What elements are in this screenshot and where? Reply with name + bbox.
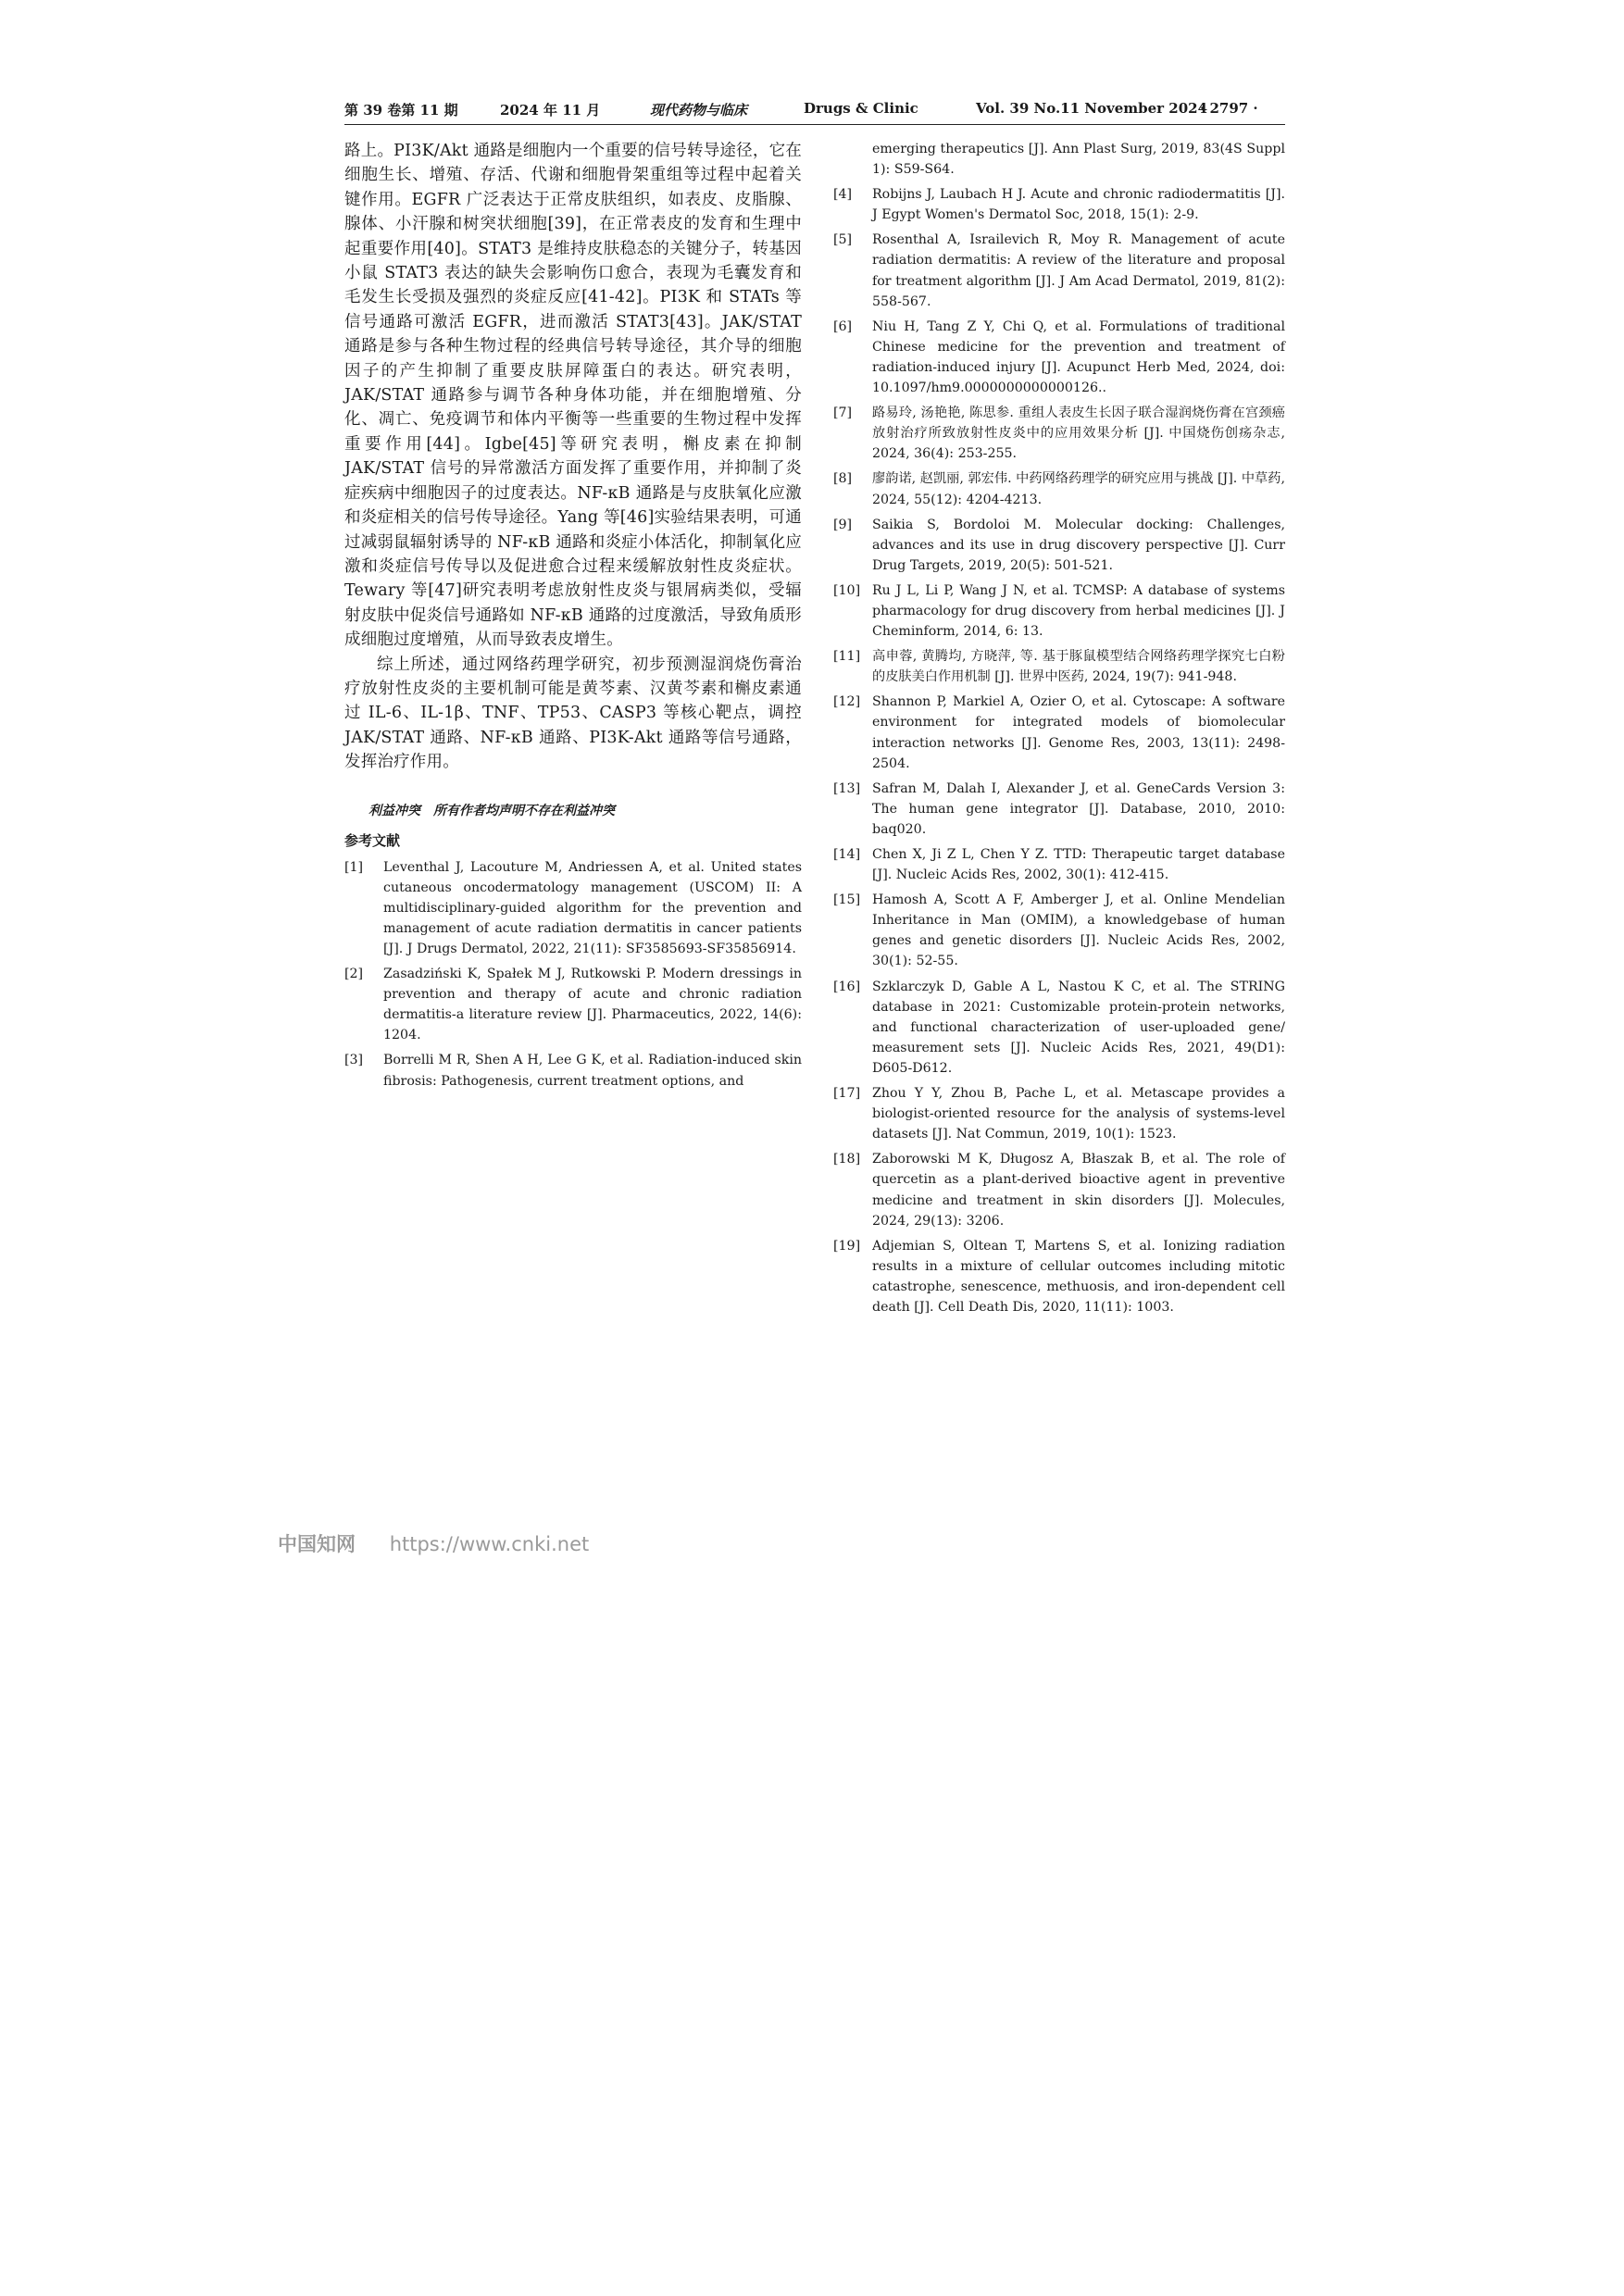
reference-text: Adjemian S, Oltean T, Martens S, et al. Ionizing radiation results in a mixture of cellular outcomes including mitotic catastrophe, senescence, methuosis, and iron-dependent cell death [J]. Cell Death Dis, 2020, 11(11): 1003.	[872, 1238, 1285, 1315]
header-journal-cn: 现代药物与临床	[650, 102, 748, 119]
reference-number: [13]	[833, 780, 861, 796]
reference-number: [3]	[344, 1053, 364, 1068]
body-paragraph-conclusion: 综上所述，通过网络药理学研究，初步预测湿润烧伤膏治疗放射性皮炎的主要机制可能是黄芩素、汉黄芩素和槲皮素通过 IL-6、IL-1β、TNF、TP53、CASP3 等核心靶点，调控 JAK/STAT 通路、NF-κB 通路、PI3K-Akt 通路等信号通路，发挥治疗作用。	[344, 655, 802, 772]
reference-text: Hamosh A, Scott A F, Amberger J, et al. Online Mendelian Inheritance in Man (OMIM), a knowledgebase of human genes and genetic disorders [J]. Nucleic Acids Res, 2002, 30(1): 52-55.	[872, 892, 1285, 969]
reference-number: [10]	[833, 582, 861, 598]
reference-number: [5]	[833, 232, 853, 248]
reference-item	[833, 1083, 1285, 1144]
reference-item	[833, 580, 1285, 642]
reference-number: [14]	[833, 847, 861, 862]
right-column	[833, 139, 1285, 1322]
header-journal-en: Drugs & Clinic	[804, 100, 918, 117]
reference-text: Borrelli M R, Shen A H, Lee G K, et al. Radiation-induced skin fibrosis: Pathogenesis, current treatment options, and	[383, 1053, 802, 1089]
reference-text: Saikia S, Bordoloi M. Molecular docking: Challenges, advances and its use in drug discovery perspective [J]. Curr Drug Targets, 2019, 20(5): 501-521.	[872, 517, 1285, 573]
reference-item	[833, 646, 1285, 687]
reference-number: [19]	[833, 1238, 861, 1254]
reference-number: [6]	[833, 318, 853, 334]
reference-number: [9]	[833, 517, 853, 532]
reference-item	[833, 890, 1285, 971]
reference-text: 路易玲, 汤艳艳, 陈思参. 重组人表皮生长因子联合湿润烧伤膏在宫颈癌放射治疗所致放射性皮炎中的应用效果分析 [J]. 中国烧伤创疡杂志, 2024, 36(4): 253-255.	[872, 406, 1285, 462]
header-page-number: · 2797 ·	[1200, 100, 1258, 117]
reference-item	[833, 1236, 1285, 1317]
reference-number: [7]	[833, 406, 853, 421]
reference-text: Zhou Y Y, Zhou B, Pache L, et al. Metascape provides a biologist-oriented resource for the analysis of systems-level datasets [J]. Nat Commun, 2019, 10(1): 1523.	[872, 1086, 1285, 1142]
left-column	[344, 139, 802, 1096]
body-paragraph-1: 路上。PI3K/Akt 通路是细胞内一个重要的信号转导途径，它在细胞生长、增殖、存活、代谢和细胞骨架重组等过程中起着关键作用。EGFR 广泛表达于正常皮肤组织，如表皮、皮脂腺、腺体、小汗腺和树突状细胞[39]，在正常表皮的发育和生理中起重要作用[40]。STAT3 是维持皮肤稳态的关键分子，转基因小鼠 STAT3 表达的缺失会影响伤口愈合，表现为毛囊发育和毛发生长受损及强烈的炎症反应[41-42]。PI3K 和 STATs 等信号通路可激活 EGFR，进而激活 STAT3[43]。JAK/STAT 通路是参与各种生物过程的经典信号转导途径，其介导的细胞因子的产生抑制了重要皮肤屏障蛋白的表达。研究表明，JAK/STAT 通路参与调节各种身体功能，并在细胞增殖、分化、凋亡、免疫调节和体内平衡等一些重要的生物过程中发挥重要作用[44]。Igbe[45]等研究表明，槲皮素在抑制 JAK/STAT 信号的异常激活方面发挥了重要作用，并抑制了炎症疾病中细胞因子的过度表达。NF-κB 通路是与皮肤氧化应激和炎症相关的信号传导途径。Yang 等[46]实验结果表明，可通过减弱鼠辐射诱导的 NF-κB 通路和炎症小体活化，抑制氧化应激和炎症信号传导以及促进愈合过程来缓解放射性皮炎症状。Tewary 等[47]研究表明考虑放射性皮炎与银屑病类似，受辐射皮肤中促炎信号通路如 NF-κB 通路的过度激活，导致角质形成细胞过度增殖，从而导致表皮增生。	[344, 142, 802, 650]
cnki-watermark	[278, 1529, 589, 1557]
conflict-of-interest: 利益冲突 所有作者均声明不存在利益冲突	[369, 803, 615, 818]
reference-text: Szklarczyk D, Gable A L, Nastou K C, et al. The STRING database in 2021: Customizable protein-protein networks, and functional characterization of user-uploaded gene/ measurement sets [J]. Nucleic Acids Res, 2021, 49(D1): D605-D612.	[872, 979, 1285, 1076]
reference-item	[833, 230, 1285, 311]
reference-text: Niu H, Tang Z Y, Chi Q, et al. Formulations of traditional Chinese medicine for the prevention and treatment of radiation-induced injury [J]. Acupunct Herb Med, 2024, doi: 10.1097/hm9.0000000000000126..	[872, 318, 1285, 396]
reference-item	[344, 964, 802, 1045]
reference-number: [8]	[833, 471, 853, 487]
reference-number: [1]	[344, 859, 364, 875]
reference-text: Zaborowski M K, Długosz A, Błaszak B, et al. The role of quercetin as a plant-derived bioactive agent in preventive medicine and treatment in skin disorders [J]. Molecules, 2024, 29(13): 3206.	[872, 1152, 1285, 1229]
references-list-right	[833, 184, 1285, 1317]
reference-text: Shannon P, Markiel A, Ozier O, et al. Cytoscape: A software environment for integrated models of biomolecular interaction networks [J]. Genome Res, 2003, 13(11): 2498-2504.	[872, 694, 1285, 771]
reference-text: 高申蓉, 黄腾均, 方晓萍, 等. 基于豚鼠模型结合网络药理学探究七白粉的皮肤美白作用机制 [J]. 世界中医药, 2024, 19(7): 941-948.	[872, 649, 1285, 685]
reference-item	[833, 317, 1285, 398]
reference-text: Zasadziński K, Spałek M J, Rutkowski P. Modern dressings in prevention and therapy of acute and chronic radiation dermatitis-a literature review [J]. Pharmaceutics, 2022, 14(6): 1204.	[383, 967, 802, 1043]
reference-text: Safran M, Dalah I, Alexander J, et al. GeneCards Version 3: The human gene integrator [J]. Database, 2010, 2010: baq020.	[872, 780, 1285, 837]
reference-item	[833, 1149, 1285, 1230]
reference-number: [17]	[833, 1086, 861, 1102]
reference-number: [18]	[833, 1152, 861, 1167]
running-header	[344, 96, 1285, 125]
reference-number: [2]	[344, 967, 364, 982]
reference-item	[833, 844, 1285, 885]
reference-number: [15]	[833, 892, 861, 908]
references-list-left	[344, 857, 802, 1092]
reference-text: 廖韵诺, 赵凯丽, 郭宏伟. 中药网络药理学的研究应用与挑战 [J]. 中草药, 2024, 55(12): 4204-4213.	[872, 471, 1285, 507]
reference-item	[833, 692, 1285, 773]
reference-number: [12]	[833, 694, 861, 710]
reference-item	[833, 977, 1285, 1079]
cnki-url[interactable]: https://www.cnki.net	[389, 1533, 590, 1555]
reference-text: Chen X, Ji Z L, Chen Y Z. TTD: Therapeutic target database [J]. Nucleic Acids Res, 2002, 30(1): 412-415.	[872, 847, 1285, 883]
reference-text: Rosenthal A, Israilevich R, Moy R. Management of acute radiation dermatitis: A review of the literature and proposal for treatment algorithm [J]. J Am Acad Dermatol, 2019, 81(2): 558-567.	[872, 232, 1285, 309]
reference-item	[833, 515, 1285, 576]
reference-number: [4]	[833, 187, 853, 203]
reference-item	[344, 1050, 802, 1091]
reference-number: [16]	[833, 979, 861, 994]
header-date: 2024 年 11 月	[500, 102, 601, 119]
reference-text: Robijns J, Laubach H J. Acute and chronic radiodermatitis [J]. J Egypt Women's Dermatol Soc, 2018, 15(1): 2-9.	[872, 187, 1285, 223]
cnki-logo: 中国知网	[278, 1533, 356, 1555]
reference-text: Ru J L, Li P, Wang J N, et al. TCMSP: A database of systems pharmacology for drug discovery from herbal medicines [J]. J Cheminform, 2014, 6: 13.	[872, 582, 1285, 640]
reference-number: [11]	[833, 649, 861, 665]
reference-item	[833, 403, 1285, 464]
header-volume-issue: 第 39 卷第 11 期	[344, 102, 458, 119]
reference-item	[833, 184, 1285, 225]
reference-item	[344, 857, 802, 959]
reference-continuation: emerging therapeutics [J]. Ann Plast Surg, 2019, 83(4S Suppl 1): S59-S64.	[872, 142, 1285, 178]
references-title: 参考文献	[344, 831, 401, 849]
reference-item	[833, 779, 1285, 840]
reference-item	[833, 468, 1285, 509]
reference-text: Leventhal J, Lacouture M, Andriessen A, et al. United states cutaneous oncodermatology management (USCOM) II: A multidisciplinary-guided algorithm for the prevention and management of acute radiation dermatitis in cancer patients [J]. J Drugs Dermatol, 2022, 21(11): SF3585693-SF35856914.	[383, 859, 802, 956]
header-volume-en: Vol. 39 No.11 November 2024	[976, 100, 1208, 117]
